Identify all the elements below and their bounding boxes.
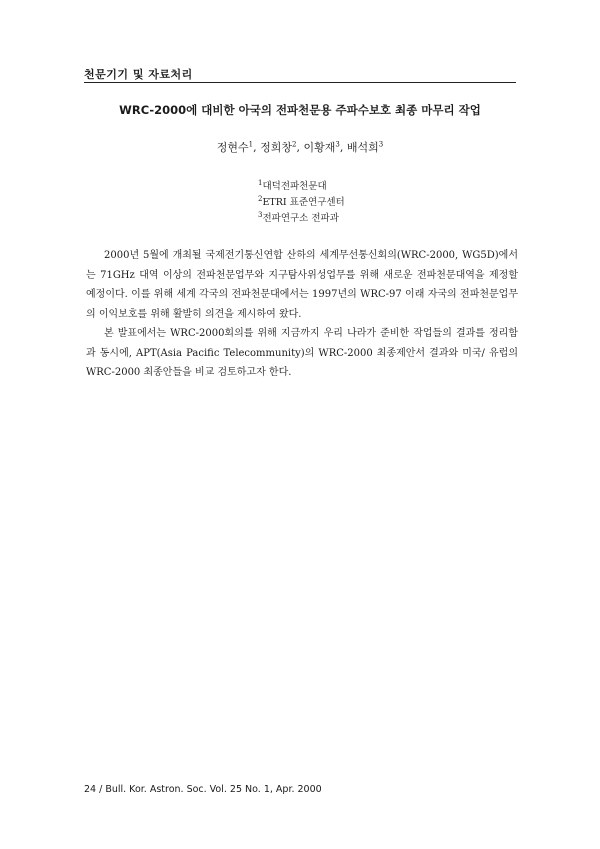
abstract-paragraph: 2000년 5월에 개최될 국제전기통신연합 산하의 세계무선통신회의(WRC-2000, WG5D)에서는 71GHz 대역 이상의 전파천문업무와 지구탐사위성업무를 위해 새로운 전파천문대역을 제정할 예정이다. 이를 위해 세계 각국의 전파천문대에서는 1997년의 WRC-97 이래 자국의 전파천문업무의 이익보호를 위해 활발히 의견을 제시하여 왔다. [86, 250, 518, 320]
author-name: 이황재 [303, 141, 336, 154]
author-list: 정현수$^1$, 정희창$^2$, 이황재$^3$, 배석희$^3$ [216, 140, 384, 154]
affiliation-number: 2 [258, 194, 263, 203]
header-rule [84, 82, 516, 83]
abstract [86, 246, 518, 383]
abstract-paragraph: 본 발표에서는 WRC-2000회의를 위해 지금까지 우리 나라가 준비한 작업들의 결과를 정리함과 동시에, APT(Asia Pacific Telecommunity)의 WRC-2000 최종제안서 결과와 미국/ 유럽의 WRC-2000 최종안들을 비교 검토하고자 한다. [86, 328, 518, 378]
author-affiliation-mark: 3 [335, 140, 340, 149]
author-affiliation-mark: 3 [378, 140, 384, 149]
page-footer: 24 / Bull. Kor. Astron. Soc. Vol. 25 No. 1, Apr. 2000 [84, 784, 322, 795]
running-head: 천문기기 및 자료처리 [84, 68, 193, 81]
affiliation-list [258, 179, 345, 227]
author-name: 배석희 [346, 141, 379, 154]
affiliation [258, 195, 345, 211]
paper-title: WRC-2000에 대비한 아국의 전파천문용 주파수보호 최종 마무리 작업 [119, 103, 481, 117]
affiliation-text: 전파연구소 전파과 [262, 213, 339, 224]
affiliation-text: ETRI 표준연구센터 [262, 197, 345, 208]
affiliation [258, 211, 345, 227]
author-name: 정희창 [260, 141, 293, 154]
affiliation-number: 1 [258, 178, 263, 187]
affiliation-number: 3 [258, 210, 263, 219]
author-affiliation-mark: 2 [292, 140, 297, 149]
author-name: 정현수 [216, 141, 249, 154]
author-affiliation-mark: 1 [248, 140, 254, 149]
affiliation-text: 대덕전파천문대 [262, 181, 327, 192]
affiliation [258, 179, 345, 195]
